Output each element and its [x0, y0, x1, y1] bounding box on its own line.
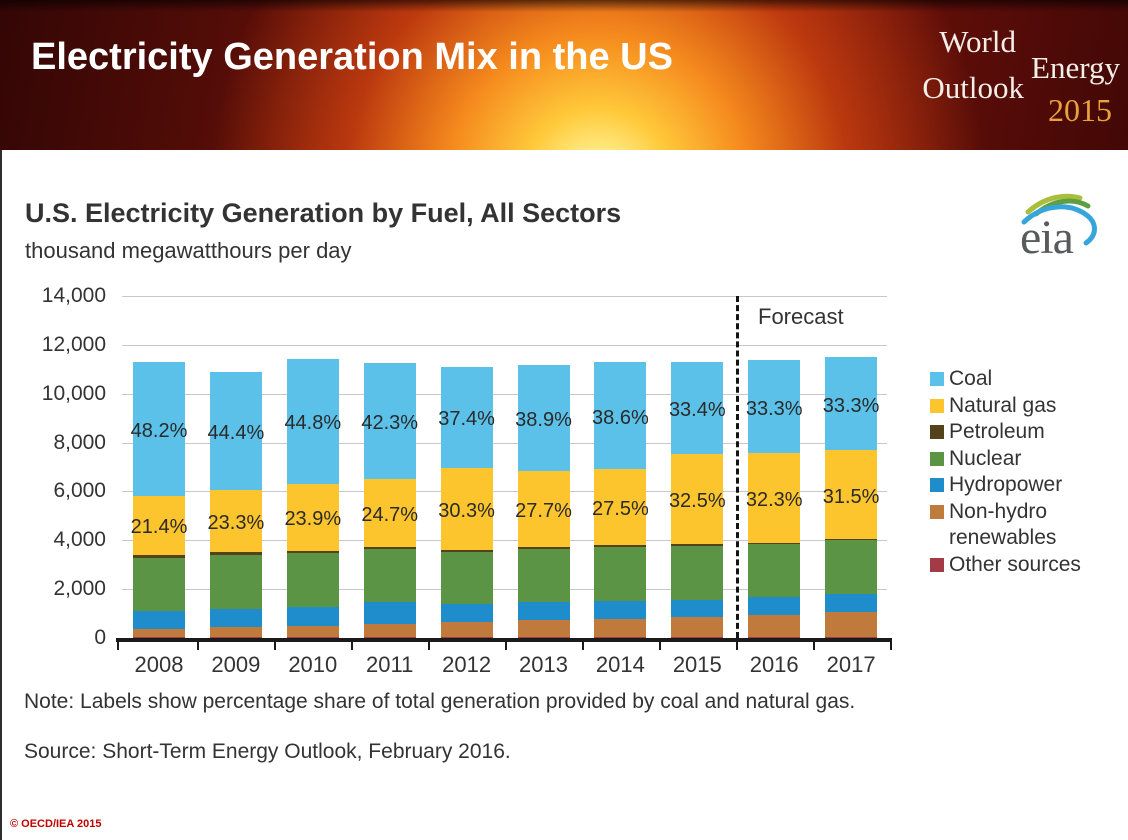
legend-label: Nuclear [949, 446, 1022, 470]
segment-nonhydro [518, 620, 570, 637]
x-axis-year-label: 2012 [442, 652, 492, 677]
segment-nonhydro [364, 624, 416, 637]
legend-swatch [930, 505, 944, 519]
segment-nuclear [518, 549, 570, 603]
y-axis-tick-label: 4,000 [53, 528, 106, 552]
segment-hydro [287, 607, 339, 625]
x-axis-tick [813, 642, 815, 650]
gas-share-label: 27.5% [592, 497, 649, 520]
weo-logo [898, 0, 1128, 150]
coal-share-label: 33.3% [745, 397, 803, 420]
weo-logo-outlook: Outlook [922, 70, 1024, 105]
eia-logo [1016, 190, 1102, 266]
segment-nonhydro [287, 626, 339, 637]
legend-item-hydro [930, 472, 1128, 499]
x-axis-line [116, 638, 892, 642]
segment-nonhydro [671, 617, 723, 637]
slide-title: Electricity Generation Mix in the US [31, 36, 673, 78]
segment-nonhydro [210, 627, 262, 637]
forecast-label: Forecast [758, 304, 844, 329]
gridline [122, 345, 887, 346]
x-axis-tick [736, 642, 738, 650]
x-axis-tick [117, 642, 119, 650]
x-axis-year-label: 2017 [826, 652, 876, 677]
gridline [122, 296, 887, 297]
gas-share-label: 31.5% [822, 485, 880, 508]
weo-logo-world: World [939, 24, 1016, 59]
coal-share-label: 44.8% [284, 412, 342, 435]
x-axis-year-label: 2010 [288, 652, 338, 677]
gas-share-label: 23.9% [284, 508, 342, 531]
x-axis-tick [659, 642, 661, 650]
legend-label: Petroleum [949, 420, 1045, 443]
eia-logo-text: eia [1020, 211, 1073, 264]
chart-title: U.S. Electricity Generation by Fuel, All Sectors [25, 198, 622, 228]
legend-label: Hydropower [949, 473, 1063, 496]
x-axis-tick [890, 642, 892, 650]
x-axis-tick [351, 642, 353, 650]
chart-legend [930, 366, 1128, 578]
legend-label-wrap: renewables [949, 526, 1057, 549]
stacked-bar-2008 [133, 362, 185, 638]
x-axis-tick [274, 642, 276, 650]
gas-share-label: 27.7% [515, 500, 572, 523]
segment-nuclear [133, 558, 185, 612]
coal-share-label: 38.9% [515, 409, 572, 432]
segment-hydro [364, 602, 416, 623]
x-axis-tick [505, 642, 507, 650]
gas-share-label: 23.3% [207, 512, 265, 535]
segment-hydro [825, 594, 877, 613]
coal-share-label: 38.6% [592, 406, 649, 429]
x-axis-year-label: 2014 [595, 652, 645, 677]
segment-hydro [133, 611, 185, 628]
legend-label: Other sources [949, 552, 1081, 576]
stacked-bar-2011 [364, 363, 416, 638]
weo-logo-year: 2015 [1048, 92, 1112, 128]
x-axis-tick [197, 642, 199, 650]
segment-nonhydro [133, 629, 185, 638]
x-axis-year-label: 2009 [211, 652, 261, 677]
segment-hydro [671, 600, 723, 617]
gas-share-label: 32.5% [668, 489, 726, 512]
segment-nuclear [671, 546, 723, 600]
legend-label: Non-hydro [949, 499, 1048, 523]
y-axis-tick-label: 2,000 [53, 577, 106, 601]
y-axis-tick-label: 8,000 [53, 430, 106, 454]
coal-share-label: 42.3% [361, 411, 419, 434]
gas-share-label: 24.7% [361, 504, 419, 527]
segment-hydro [748, 597, 800, 616]
y-axis-tick-label: 14,000 [41, 284, 106, 307]
legend-label: Coal [949, 367, 993, 390]
y-axis-tick-label: 10,000 [41, 381, 106, 405]
gas-share-label: 30.3% [438, 500, 495, 523]
segment-hydro [594, 601, 646, 619]
segment-hydro [210, 609, 262, 627]
x-axis-year-label: 2016 [749, 652, 799, 677]
x-axis-tick [582, 642, 584, 650]
y-axis-tick-label: 6,000 [53, 479, 106, 503]
segment-nuclear [594, 547, 646, 601]
x-axis-year-label: 2011 [366, 652, 414, 677]
y-axis-tick-label: 12,000 [41, 332, 106, 356]
stacked-bar-chart [41, 284, 887, 677]
legend-label: Natural gas [949, 393, 1057, 417]
chart-panel [0, 150, 1128, 840]
legend-swatch [930, 399, 944, 413]
eia-logo-swoosh-icon [1016, 190, 1102, 266]
segment-nuclear [287, 553, 339, 607]
segment-hydro [441, 604, 493, 622]
x-axis-year-label: 2015 [672, 652, 722, 677]
segment-nuclear [210, 555, 262, 609]
legend-item-nuclear [930, 446, 1128, 473]
segment-hydro [518, 602, 570, 620]
legend-swatch [930, 425, 944, 439]
coal-share-label: 48.2% [130, 419, 188, 442]
chart-source: Source: Short-Term Energy Outlook, February 2016. [24, 740, 511, 763]
coal-share-label: 33.4% [668, 398, 726, 421]
weo-logo-energy: Energy [1031, 50, 1120, 85]
legend-item-coal [930, 366, 1128, 393]
legend-swatch [930, 452, 944, 466]
segment-nuclear [748, 544, 800, 597]
legend-item-gas [930, 393, 1128, 420]
chart-note: Note: Labels show percentage share of total generation provided by coal and natural gas. [24, 690, 856, 713]
legend-item-petroleum [930, 419, 1128, 446]
segment-nuclear [825, 540, 877, 593]
segment-nuclear [441, 552, 493, 604]
x-axis-year-label: 2008 [134, 652, 184, 677]
x-axis-tick [428, 642, 430, 650]
coal-share-label: 37.4% [438, 408, 495, 431]
stacked-bar-2009 [210, 372, 262, 638]
copyright: © OECD/IEA 2015 [10, 818, 102, 830]
gas-share-label: 21.4% [130, 516, 188, 539]
legend-swatch [930, 372, 944, 386]
stacked-bar-2010 [287, 359, 339, 638]
segment-nonhydro [441, 622, 493, 637]
forecast-divider-line [736, 296, 739, 638]
x-axis-year-label: 2013 [519, 652, 568, 677]
legend-swatch [930, 558, 944, 572]
segment-nuclear [364, 549, 416, 602]
coal-share-label: 44.4% [207, 422, 265, 445]
segment-nonhydro [825, 612, 877, 637]
coal-share-label: 33.3% [822, 394, 880, 417]
y-axis-tick-label: 0 [94, 626, 106, 649]
legend-item-other [930, 552, 1128, 579]
legend-item-nonhydro [930, 499, 1128, 552]
slide-header [0, 0, 1128, 150]
chart-subtitle: thousand megawatthours per day [25, 238, 352, 263]
legend-swatch [930, 478, 944, 492]
segment-nonhydro [594, 619, 646, 638]
segment-nonhydro [748, 615, 800, 637]
gas-share-label: 32.3% [745, 488, 803, 511]
